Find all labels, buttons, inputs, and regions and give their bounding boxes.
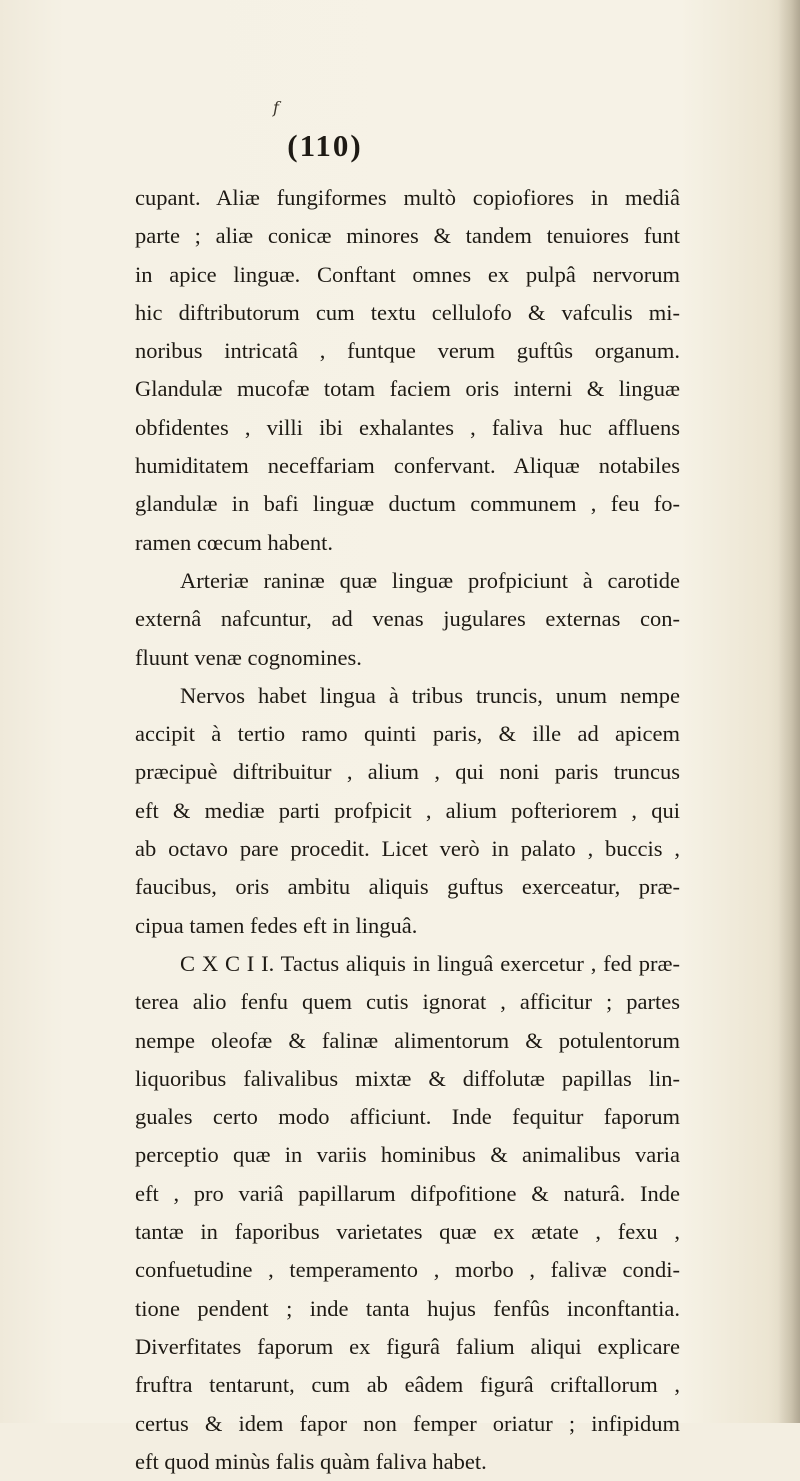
page-edge-shadow — [778, 0, 800, 1423]
text-line: fluunt venæ cognomines. — [135, 644, 362, 670]
text-line: Diverfitates faporum ex figurâ falium aliqui explicare — [135, 1333, 680, 1359]
text-line: tione pendent ; inde tanta hujus fenfûs inconftantia. — [135, 1295, 680, 1321]
text-line: præcipuè diftribuitur , alium , qui noni paris truncus — [135, 759, 680, 785]
text-line: liquoribus falivalibus mixtæ & diffolutæ papillas lin- — [135, 1065, 680, 1091]
page-number — [0, 128, 800, 164]
text-line: eft quod minùs falis quàm faliva habet. — [135, 1448, 487, 1474]
text-line: obfidentes , villi ibi exhalantes , faliva huc affluens — [135, 414, 680, 440]
text-line: certus & idem fapor non femper oriatur ; infipidum — [135, 1410, 680, 1436]
text-line: Nervos habet lingua à tribus truncis, unum nempe — [180, 682, 680, 708]
text-line: hic diftributorum cum textu cellulofo & vafculis mi- — [135, 299, 680, 325]
text-line: nempe oleofæ & falinæ alimentorum & potulentorum — [135, 1027, 680, 1053]
text-line: terea alio fenfu quem cutis ignorat , afficitur ; partes — [135, 989, 680, 1015]
text-line: in apice linguæ. Conftant omnes ex pulpâ nervorum — [135, 261, 680, 287]
text-line: perceptio quæ in variis hominibus & animalibus varia — [135, 1142, 680, 1168]
text-line: guales certo modo afficiunt. Inde fequitur faporum — [135, 1104, 680, 1130]
text-line: confuetudine , temperamento , morbo , falivæ condi- — [135, 1257, 680, 1283]
text-line: accipit à tertio ramo quinti paris, & ille ad apicem — [135, 721, 680, 747]
body-text — [135, 179, 680, 1481]
text-line: faucibus, oris ambitu aliquis guftus exerceatur, præ- — [135, 874, 680, 900]
text-line: eft & mediæ parti profpicit , alium pofteriorem , qui — [135, 797, 680, 823]
text-line: cipua tamen fedes eft in linguâ. — [135, 912, 418, 938]
text-line: fruftra tentarunt, cum ab eâdem figurâ criftallorum , — [135, 1372, 680, 1398]
text-line: Glandulæ mucofæ totam faciem oris interni & linguæ — [135, 376, 680, 402]
text-line: Arteriæ raninæ quæ linguæ profpiciunt à carotide — [180, 567, 680, 593]
text-line: glandulæ in bafi linguæ ductum communem , feu fo- — [135, 491, 680, 517]
text-line: parte ; aliæ conicæ minores & tandem tenuiores funt — [135, 223, 680, 249]
page-number-text: (110) — [287, 128, 363, 163]
text-line: humiditatem neceffariam confervant. Aliquæ notabiles — [135, 453, 680, 479]
text-line: noribus intricatâ , funtque verum guftûs organum. — [135, 338, 680, 364]
text-line: tantæ in faporibus varietates quæ ex ætate , fexu , — [135, 1219, 680, 1245]
page-mark: f — [273, 98, 279, 117]
text-line: externâ nafcuntur, ad venas jugulares externas con- — [135, 606, 680, 632]
text-line: cupant. Aliæ fungiformes multò copiofiores in mediâ — [135, 185, 680, 210]
text-line: eft , pro variâ papillarum difpofitione & naturâ. Inde — [135, 1180, 680, 1206]
text-line: C X C I I. Tactus aliquis in linguâ exercetur , fed præ- — [180, 950, 680, 976]
text-line: ramen cœcum habent. — [135, 529, 334, 555]
text-line: ab octavo pare procedit. Licet verò in palato , buccis , — [135, 836, 680, 862]
